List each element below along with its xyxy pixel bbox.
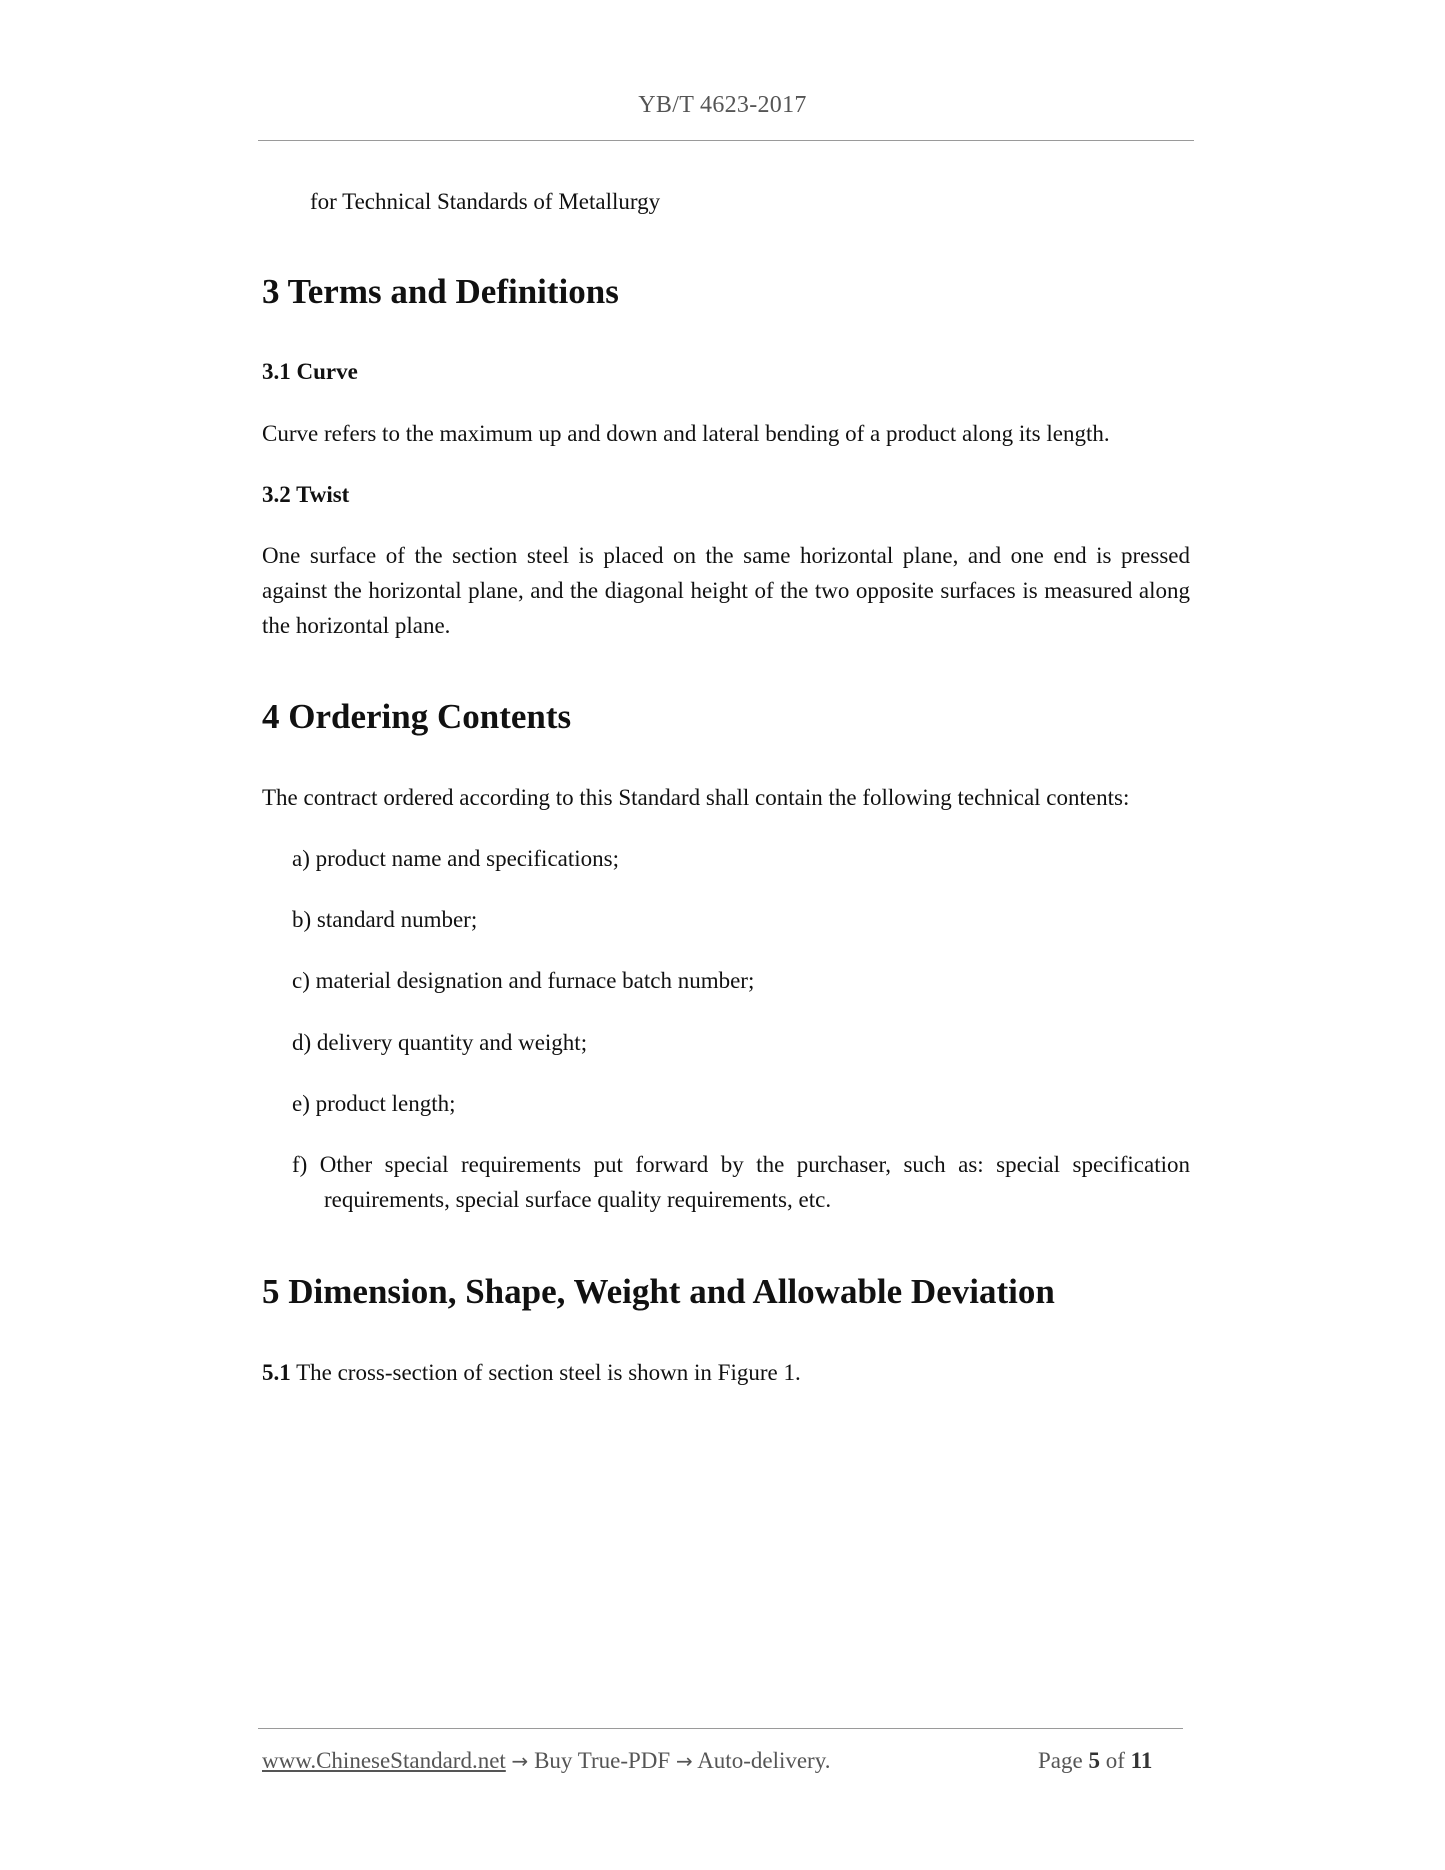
current-page-number: 5 <box>1088 1748 1100 1773</box>
header-divider <box>258 140 1194 141</box>
continued-line: for Technical Standards of Metallurgy <box>310 189 661 214</box>
list-item: b) standard number; <box>292 907 478 932</box>
list-item: a) product name and specifications; <box>292 846 619 871</box>
section-4-intro: The contract ordered according to this Standard shall contain the following technical contents: <box>262 785 1130 810</box>
buy-text: Buy True-PDF <box>528 1748 676 1773</box>
list-item: e) product length; <box>292 1091 456 1116</box>
total-pages-number: 11 <box>1130 1748 1153 1773</box>
document-number-header: YB/T 4623-2017 <box>638 92 807 118</box>
section-3-heading: 3 Terms and Definitions <box>262 272 619 311</box>
list-item: c) material designation and furnace batch number; <box>292 968 755 993</box>
clause-number: 5.1 <box>262 1360 291 1385</box>
term-3-2-definition: One surface of the section steel is placed on the same horizontal plane, and one end is pressed against the horizontal plane, and the diagonal height of the two opposite surfaces is measured along the horizontal plane. <box>262 543 1190 638</box>
term-3-1-heading: 3.1 Curve <box>262 359 358 384</box>
footer-promo <box>262 1748 830 1774</box>
footer-divider <box>258 1728 1183 1729</box>
list-item: f) Other special requirements put forward by the purchaser, such as: special specification requirements, special surface quality requirements, etc. <box>292 1152 1190 1212</box>
site-link[interactable]: www.ChineseStandard.net <box>262 1748 506 1773</box>
page-label: Page <box>1038 1748 1083 1773</box>
page-indicator <box>1038 1748 1152 1774</box>
term-3-1-definition: Curve refers to the maximum up and down and lateral bending of a product along its length. <box>262 421 1110 446</box>
of-label: of <box>1105 1748 1125 1773</box>
list-item: d) delivery quantity and weight; <box>292 1030 588 1055</box>
term-3-2-heading: 3.2 Twist <box>262 482 350 507</box>
delivery-text: Auto-delivery. <box>692 1748 831 1773</box>
section-5-heading: 5 Dimension, Shape, Weight and Allowable Deviation <box>262 1272 1055 1311</box>
clause-5-1 <box>262 1355 1190 1390</box>
arrow-right-icon: → <box>675 1749 693 1773</box>
arrow-right-icon: → <box>511 1749 529 1773</box>
section-4-heading: 4 Ordering Contents <box>262 697 572 736</box>
clause-text: The cross-section of section steel is shown in Figure 1. <box>290 1360 801 1385</box>
